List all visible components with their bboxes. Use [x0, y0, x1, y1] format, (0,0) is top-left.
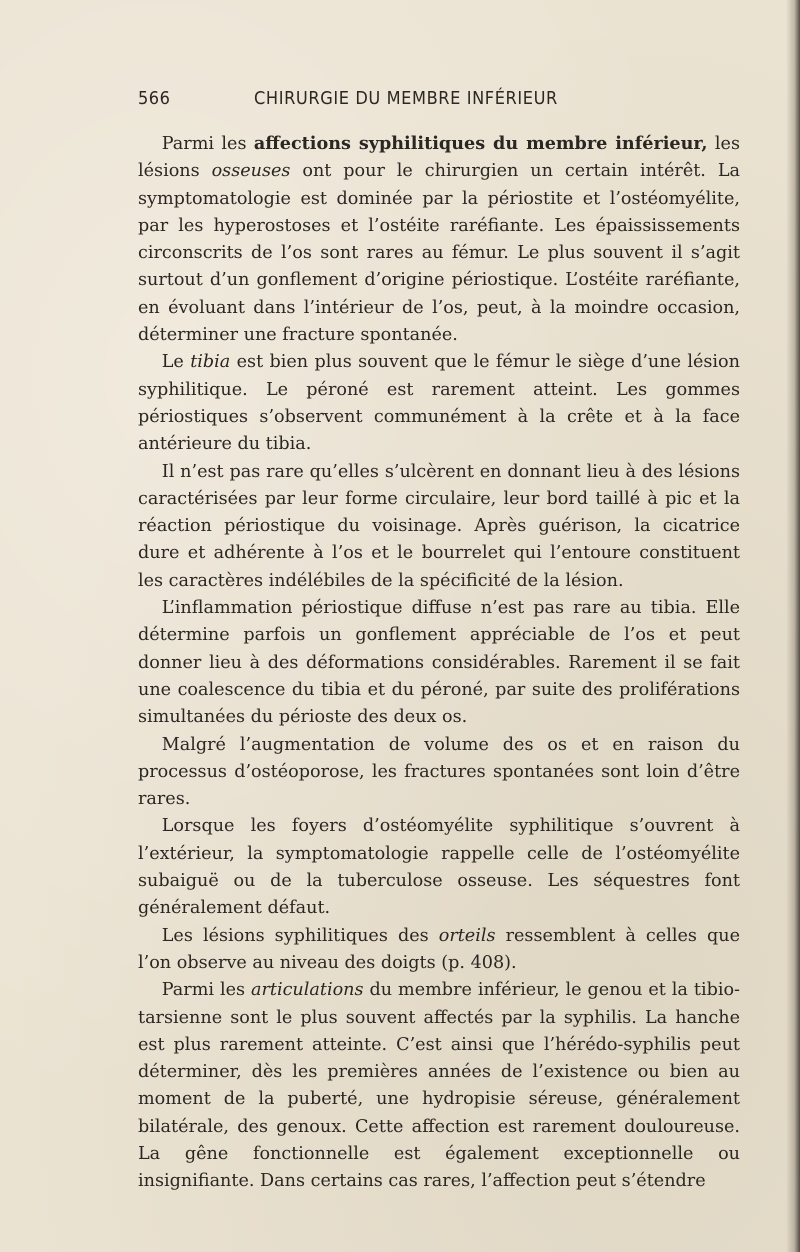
paragraph — [138, 349, 740, 458]
text-run: ressemblent à celles que l’on observe au niveau des doigts (p. 408). — [138, 925, 740, 973]
text-run: Il n’est pas rare qu’elles s’ulcèrent en donnant lieu à des lésions caractérisées par leur forme circulaire, leur bord taillé à pic et la réaction périostique du voisinage. Après guérison, la cicatrice dure et adhérente à l’os et le bourrelet qui l’entoure constituent les caractères indélébiles de la spécificité de la lésion. — [138, 461, 740, 591]
text-run: les lésions — [138, 134, 740, 182]
text-run: Lorsque les foyers d’ostéomyélite syphilitique s’ouvrent à l’extérieur, la symptomatologie rappelle celle de l’ostéomyélite subaiguë ou de la tuberculose osseuse. Les séquestres font généralement défaut. — [138, 816, 740, 919]
text-run: Le — [161, 352, 191, 373]
text-run-italic: tibia — [190, 352, 231, 373]
text-run: Parmi les — [161, 134, 254, 154]
text-run: du membre inférieur, le genou et la tibio-tarsienne sont le plus souvent affectés par la syphilis. La hanche est plus rarement atteinte. C’est ainsi que l’hérédo-syphilis peut déterminer, dès les premières années de l’existence ou bien au moment de la puberté, une hydropisie séreuse, généralement bilatérale, des genoux. Cette affection est rarement douloureuse. La gêne fonctionnelle est également exceptionnelle ou insignifiante. Dans certains cas rares, l’affection peut s’étendre — [138, 980, 740, 1192]
page-number: 566 — [138, 88, 171, 109]
paragraph — [138, 977, 740, 1195]
text-run-italic: articulations — [250, 980, 364, 1001]
text-run-italic: orteils — [438, 925, 496, 946]
paragraph — [138, 813, 740, 922]
text-run: ont pour le chirurgien un certain intérêt. La symptomatologie est dominée par la périostite et l’ostéomyélite, par les hyperostoses et l’ostéite raréfiante. Les épaississements circonscrits de l’os sont rares au fémur. Le plus souvent il s’agit surtout d’un gonflement d’origine périostique. L’ostéite raréfiante, en évoluant dans l’intérieur de l’os, peut, à la moindre occasion, déterminer une fracture spontanée. — [138, 161, 740, 346]
paragraph — [138, 459, 740, 595]
text-run: Malgré l’augmentation de volume des os et en raison du processus d’ostéoporose, les fractures spontanées sont loin d’être rares. — [138, 734, 740, 810]
paragraph — [138, 595, 740, 731]
running-header — [138, 88, 738, 114]
text-run-italic: osseuses — [211, 161, 291, 182]
running-title: CHIRURGIE DU MEMBRE INFÉRIEUR — [254, 88, 558, 109]
page-edge-shadow — [786, 0, 800, 1252]
body-text — [138, 130, 740, 1196]
text-run: L’inflammation périostique diffuse n’est pas rare au tibia. Elle détermine parfois un gonflement appréciable de l’os et peut donner lieu à des déformations considérables. Rarement il se fait une coalescence du tibia et du péroné, par suite des proliférations simultanées du périoste des deux os. — [138, 598, 740, 728]
text-run: est bien plus souvent que le fémur le siège d’une lésion syphilitique. Le péroné est rarement atteint. Les gommes périostiques s’observent communément à la crête et à la face antérieure du tibia. — [138, 352, 740, 455]
text-run: Parmi les — [161, 980, 251, 1001]
text-run: Les lésions syphilitiques des — [161, 925, 439, 946]
paragraph — [138, 130, 740, 349]
paragraph — [138, 732, 740, 814]
paragraph — [138, 923, 740, 978]
text-run-bold: affections syphilitiques du membre inférieur, — [253, 133, 708, 154]
